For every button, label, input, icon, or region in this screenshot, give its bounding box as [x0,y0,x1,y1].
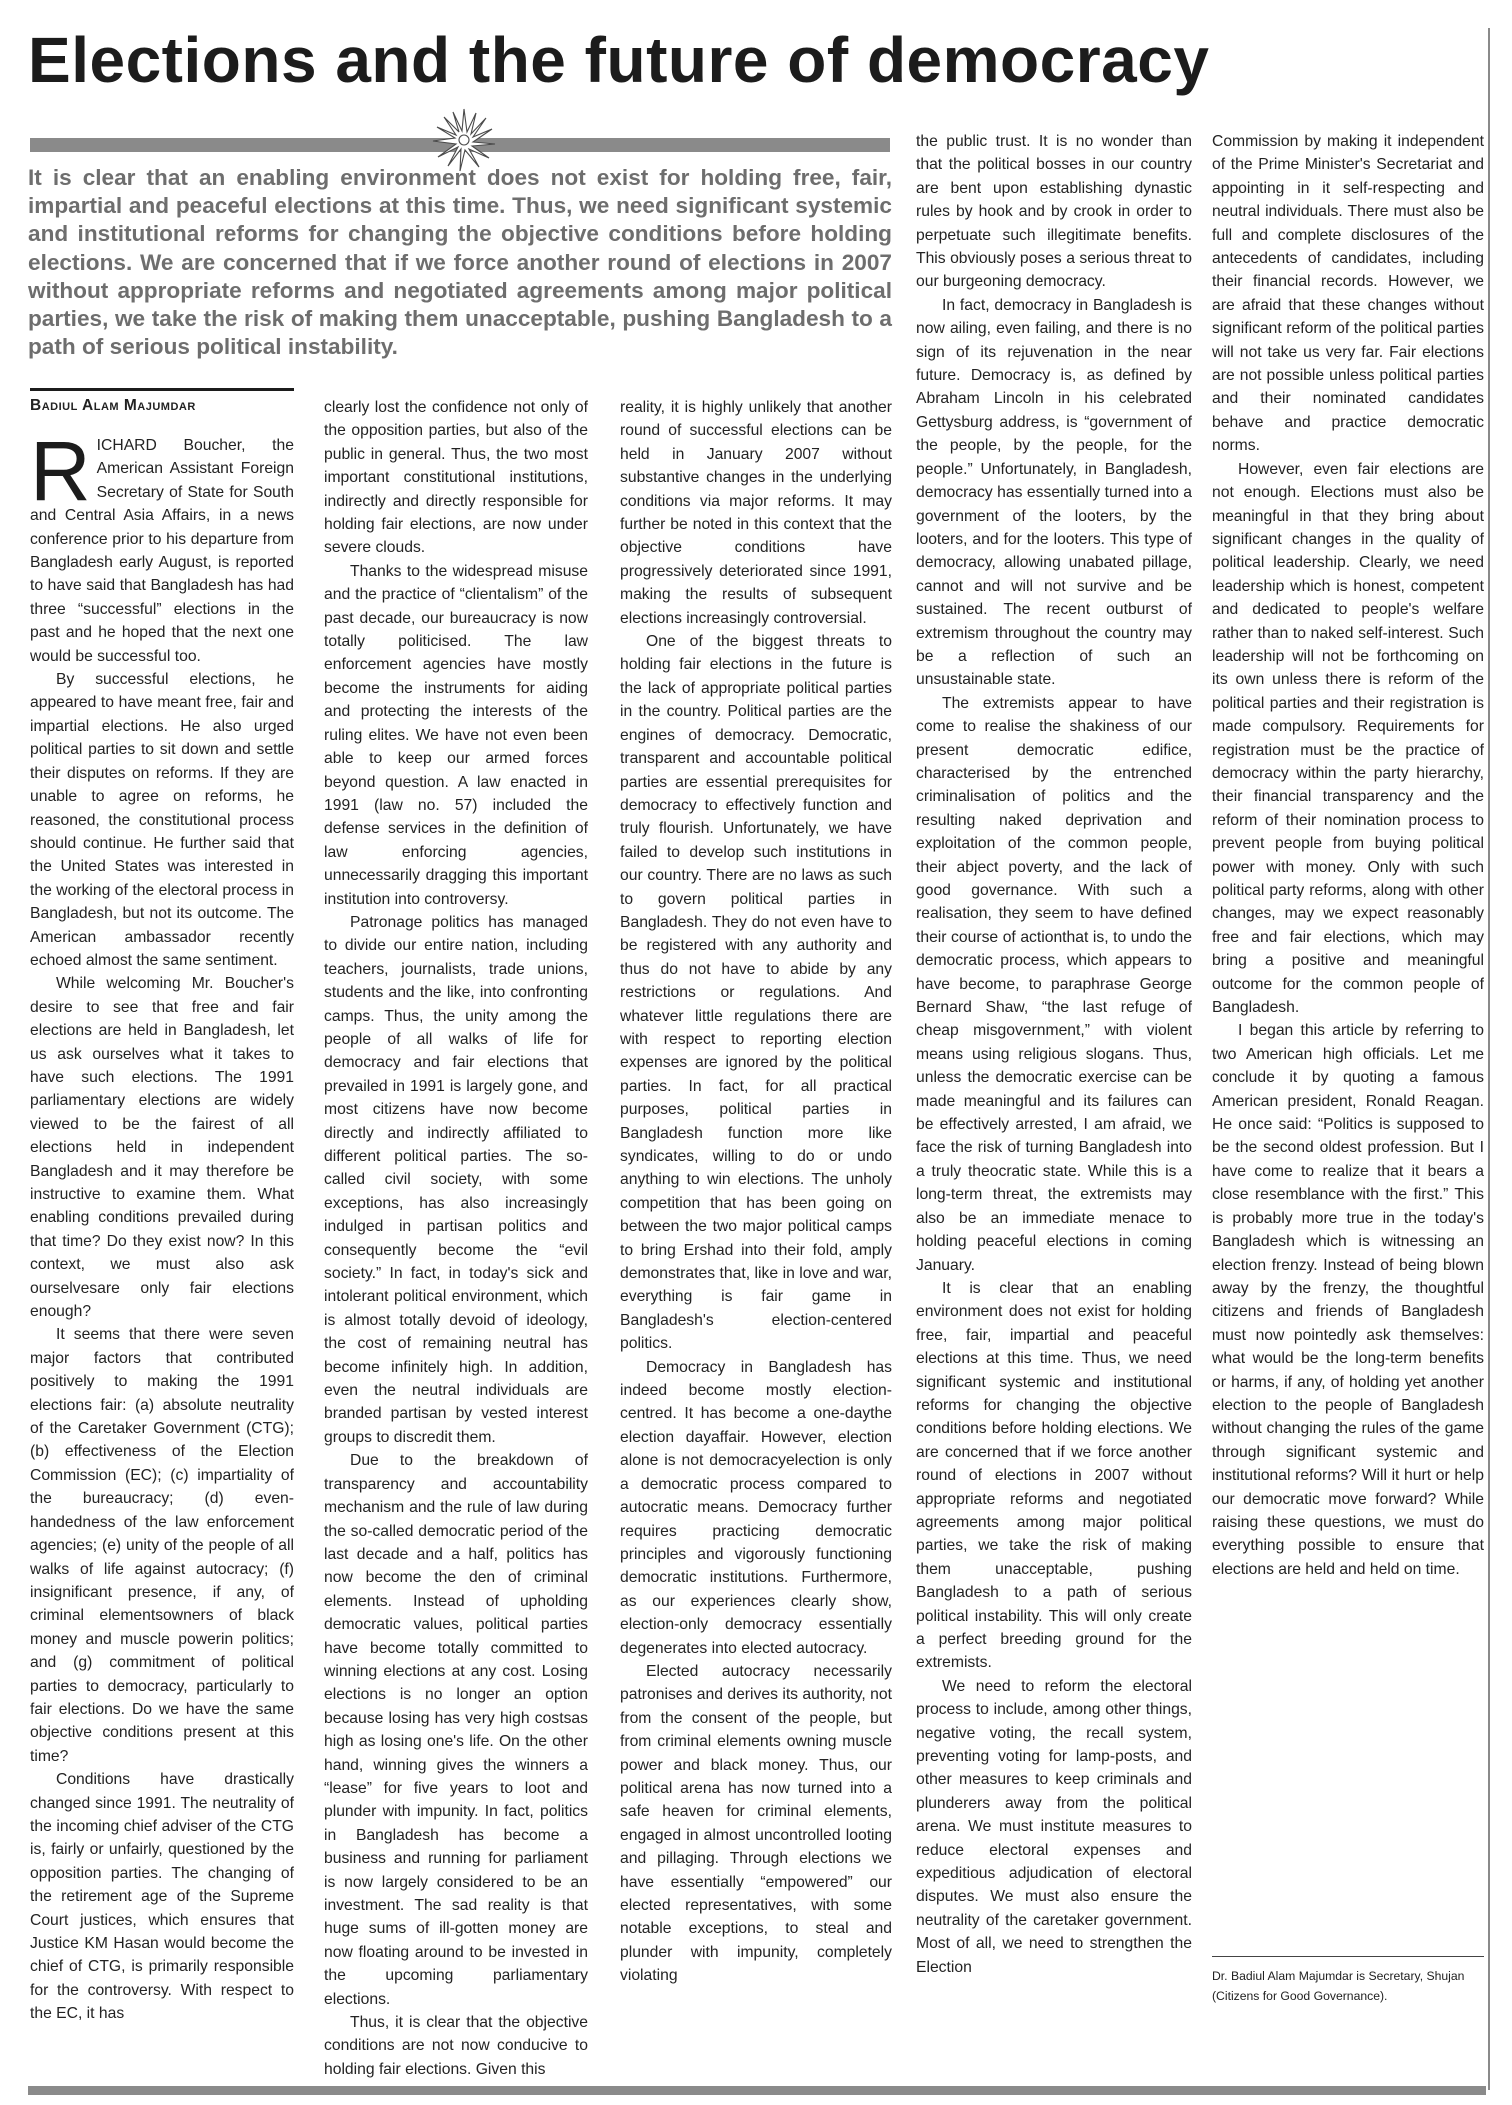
column-1 [30,424,294,2026]
paragraph: By successful elections, he appeared to have meant free, fair and impartial elections. He also urged political parties to sit down and settle their disputes on reforms. If they are unable to agree on reforms, he reasoned, the constitutional process should continue. He further said that the United States was interested in the working of the electoral process in Bangladesh, but not its outcome. The American ambassador recently echoed almost the same sentiment. [30,671,294,969]
right-edge-rule [1488,28,1490,2090]
paragraph: Thanks to the widespread misuse and the practice of “clientalism” of the past decade, our bureaucracy is now totally politicised. The law enforcement agencies have mostly become the instruments for aiding and protecting the interests of the ruling elites. We have not even been able to keep our armed forces beyond question. A law enacted in 1991 (law no. 57) included the defense services in the definition of law enforcing agencies, unnecessarily dragging this important institution into controversy. [324,562,588,908]
paragraph: It is clear that an enabling environment does not exist for holding free, fair, impartial and peaceful elections at this time. Thus, we need significant systemic and institutional reforms for changing the objective conditions before holding elections. We are concerned that if we force another round of elections in 2007 without appropriate reforms and negotiated agreements among major political parties, we take the risk of making them unacceptable, pushing Bangladesh to a path of serious political instability. This will only create a perfect breeding ground for the extremists. [916,1279,1192,1672]
paragraph: RICHARD Boucher, the American Assistant Foreign Secretary of State for South and Central Asia Affairs, in a news conference prior to his departure from Bangladesh early August, is reported to have said that Bangladesh has had three “successful” elections in the past and he hoped that the next one would be successful too. [30,424,294,665]
column-5 [1212,130,1484,1581]
bio-rule [1212,1956,1484,1957]
author-bio: Dr. Badiul Alam Majumdar is Secretary, Shujan (Citizens for Good Governance). [1212,1969,1465,2003]
paragraph: Patronage politics has managed to divide our entire nation, including teachers, journalists, trade unions, students and the like, into confronting camps. Thus, the unity among the people of all walks of life for democracy and fair elections that prevailed in 1991 is largely gone, and most citizens have now become directly and indirectly affiliated to different political parties. The so-called civil society, with some exceptions, has also increasingly indulged in partisan politics and consequently become the “evil society.” In fact, in today's sick and intolerant political environment, which is almost totally devoid of ideology, the cost of remaining neutral has become infinitely high. In addition, even the neutral individuals are branded partisan by vested interest groups to discredit them. [324,913,588,1446]
column-4 [916,130,1192,1979]
paragraph: Democracy in Bangladesh has indeed become mostly election-centred. It has become a one-daythe election dayaffair. However, election alone is not democracyelection is only a democratic process compared to autocratic means. Democracy further requires practicing democratic principles and vigorously functioning democratic institutions. Furthermore, as our experiences clearly show, election-only democracy essentially degenerates into elected autocracy. [620,1358,892,1657]
paragraph: It seems that there were seven major factors that contributed positively to making the 1991 elections fair: (a) absolute neutrality of the Caretaker Government (CTG); (b) effectiveness of the Election Commission (EC); (c) impartiality of the bureaucracy; (d) even-handedness of the law enforcement agencies; (e) unity of the people of all walks of life against autocracy; (f) insignificant presence, if any, of criminal elementsowners of black money and muscle powerin politics; and (g) commitment of political parties to democracy, particularly to fair elections. Do we have the same objective conditions present at this time? [30,1326,294,1765]
column-3 [620,396,892,1988]
paragraph: clearly lost the confidence not only of the opposition parties, but also of the public in general. Thus, the two most important constitutional institutions, indirectly and directly responsible for holding fair elections, are now under severe clouds. [324,399,588,557]
paragraph: I began this article by referring to two American high officials. Let me conclude it by quoting a famous American president, Ronald Reagan. He once said: “Politics is supposed to be the second oldest profession. But I have come to realize that it bears a close resemblance with the first.” This is probably more true in the today's Bangladesh which is witnessing an election frenzy. Instead of being blown away by the frenzy, the thoughtful citizens and friends of Bangladesh must now pointedly ask themselves: what would be the long-term benefits or harms, if any, of holding yet another election to the people of Bangladesh without changing the rules of the game through significant systemic and institutional reforms? Will it hurt or help our democratic move forward? While raising these questions, we must do everything possible to ensure that elections are held and held on time. [1212,1022,1484,1578]
article-deck: It is clear that an enabling environment does not exist for holding free, fair, impartial and peaceful elections at this time. Thus, we need significant systemic and institutional reforms for changing the objective conditions before holding elections. We are concerned that if we force another round of elections in 2007 without appropriate reforms and negotiated agreements among major political parties, we take the risk of making them unacceptable, pushing Bangladesh to a path of serious political instability. [28,165,892,360]
paragraph: reality, it is highly unlikely that another round of successful elections can be held in January 2007 without substantive changes in the underlying conditions via major reforms. It may further be noted in this context that the objective conditions have progressively deteriorated since 1991, making the results of subsequent elections increasingly controversial. [620,399,892,627]
paragraph: Due to the breakdown of transparency and accountability mechanism and the rule of law during the so-called democratic period of the last decade and a half, politics has now become the den of criminal elements. Instead of upholding democratic values, political parties have become totally committed to winning elections at any cost. Losing elections is no longer an option because losing has very high costsas high as losing one's life. On the other hand, winning gives the winners a “lease” for five years to loot and plunder with impunity. In fact, politics in Bangladesh has become a business and running for parliament is now largely considered to be an investment. The sad reality is that huge sums of ill-gotten money are now floating around to be invested in the upcoming parliamentary elections. [324,1452,588,2008]
paragraph: Commission by making it independent of the Prime Minister's Secretariat and appointing in it self-respecting and neutral individuals. There must also be full and complete disclosures of the antecedents of candidates, including their financial records. However, we are afraid that these changes without significant reform of the political parties will not take us very far. Fair elections are not possible unless political parties and their nominated candidates behave and practice democratic norms. [1212,133,1484,455]
paragraph: In fact, democracy in Bangladesh is now ailing, even failing, and there is no sign of its rejuvenation in the near future. Democracy is, as defined by Abraham Lincoln in his celebrated Gettysburg address, is “government of the people, by the people, for the people.” Unfortunately, in Bangladesh, democracy has essentially turned into a government of the looters, by the looters, and for the looters. This type of democracy, allowing unabated pillage, cannot and will not survive and be sustained. The recent outburst of extremism throughout the country may be a reflection of such an unsustainable state. [916,296,1192,689]
drop-cap: R [30,424,91,518]
paragraph: While welcoming Mr. Boucher's desire to see that free and fair elections are held in Bangladesh, let us ask ourselves what it takes to have such elections. The 1991 parliamentary elections are widely viewed to be the fairest of all elections held in independent Bangladesh and it may therefore be instructive to examine them. What enabling conditions prevailed during that time? Do they exist now? In this context, we must also ask ourselvesare only fair elections enough? [30,975,294,1321]
column-2 [324,396,588,2081]
paragraph: The extremists appear to have come to realise the shakiness of our present democratic edifice, characterised by the entrenched criminalisation of politics and the resulting naked deprivation and exploitation of the common people, their abject poverty, and the lack of good governance. With such a realisation, they seem to have defined their course of actionthat is, to undo the democratic process, which appears to have become, to paraphrase George Bernard Shaw, “the last refuge of cheap misgovernment,” with violent means using religious slogans. Thus, unless the democratic exercise can be made meaningful and its failures can be effectively arrested, I am afraid, we face the risk of turning Bangladesh into a truly theocratic state. While this is a long-term threat, the extremists may also be an immediate menace to holding peaceful elections in coming January. [916,694,1192,1274]
paragraph: We need to reform the electoral process to include, among other things, negative voting, the recall system, preventing voting for lamp-posts, and other measures to keep criminals and plunderers away from the political arena. We must institute measures to reduce electoral expenses and expeditious adjudication of electoral disputes. We must also ensure the neutrality of the caretaker government. Most of all, we need to strengthen the Election [916,1677,1192,1976]
paragraph: Thus, it is clear that the objective conditions are not now conducive to holding fair elections. Given this [324,2014,588,2078]
paragraph: Elected autocracy necessarily patronises and derives its authority, not from the consent of the people, but from criminal elements owning muscle power and black money. Thus, our political arena has now turned into a safe heaven for criminal elements, engaged in almost uncontrolled looting and pillaging. Through elections we have essentially “empowered” our elected representatives, with some notable exceptions, to steal and plunder with impunity, completely violating [620,1662,892,1985]
bottom-bar [28,2086,1486,2095]
headline: Elections and the future of democracy [28,24,1210,96]
byline-rule [30,388,294,391]
paragraph: Conditions have drastically changed since 1991. The neutrality of the incoming chief adviser of the CTG is, fairly or unfairly, questioned by the opposition parties. The changing of the retirement age of the Supreme Court justices, which ensures that Justice KM Hasan would become the chief of CTG, is primarily responsible for the controversy. With respect to the EC, it has [30,1771,294,2023]
paragraph: the public trust. It is no wonder than that the political bosses in our country are bent upon establishing dynastic rules by hook and by crook in order to perpetuate such illegitimate benefits. This obviously poses a serious threat to our burgeoning democracy. [916,133,1192,291]
paragraph: One of the biggest threats to holding fair elections in the future is the lack of appropriate political parties in the country. Political parties are the engines of democracy. Democratic, transparent and accountable political parties are essential prerequisites for democracy to effectively function and truly flourish. Unfortunately, we have failed to develop such institutions in our country. There are no laws as such to govern political parties in Bangladesh. They do not even have to be registered with any authority and thus do not have to abide by any restrictions or regulations. And whatever little regulations there are with respect to reporting election expenses are ignored by the political parties. In fact, for all practical purposes, political parties in Bangladesh function more like syndicates, willing to do or undo anything to win elections. The unholy competition that has been going on between the two major political camps to bring Ershad into their fold, amply demonstrates that, like in love and war, everything is fair game in Bangladesh's election-centered politics. [620,633,892,1353]
paragraph: However, even fair elections are not enough. Elections must also be meaningful in that they bring about significant changes in the quality of political leadership. Clearly, we need leadership which is honest, competent and dedicated to people's welfare rather than to naked self-interest. Such leadership will not be forthcoming on its own unless there is reform of the political parties and their registration is made compulsory. Requirements for registration must be the practice of democracy within the party hierarchy, their financial transparency and the reform of their nomination process to prevent people from buying political power with money. Only with such political party reforms, along with other changes, may we expect reasonably free and fair elections, which may bring a positive and meaningful outcome for the common people of Bangladesh. [1212,460,1484,1017]
starburst-ornament [432,108,496,172]
byline: Badiul Alam Majumdar [30,397,196,414]
